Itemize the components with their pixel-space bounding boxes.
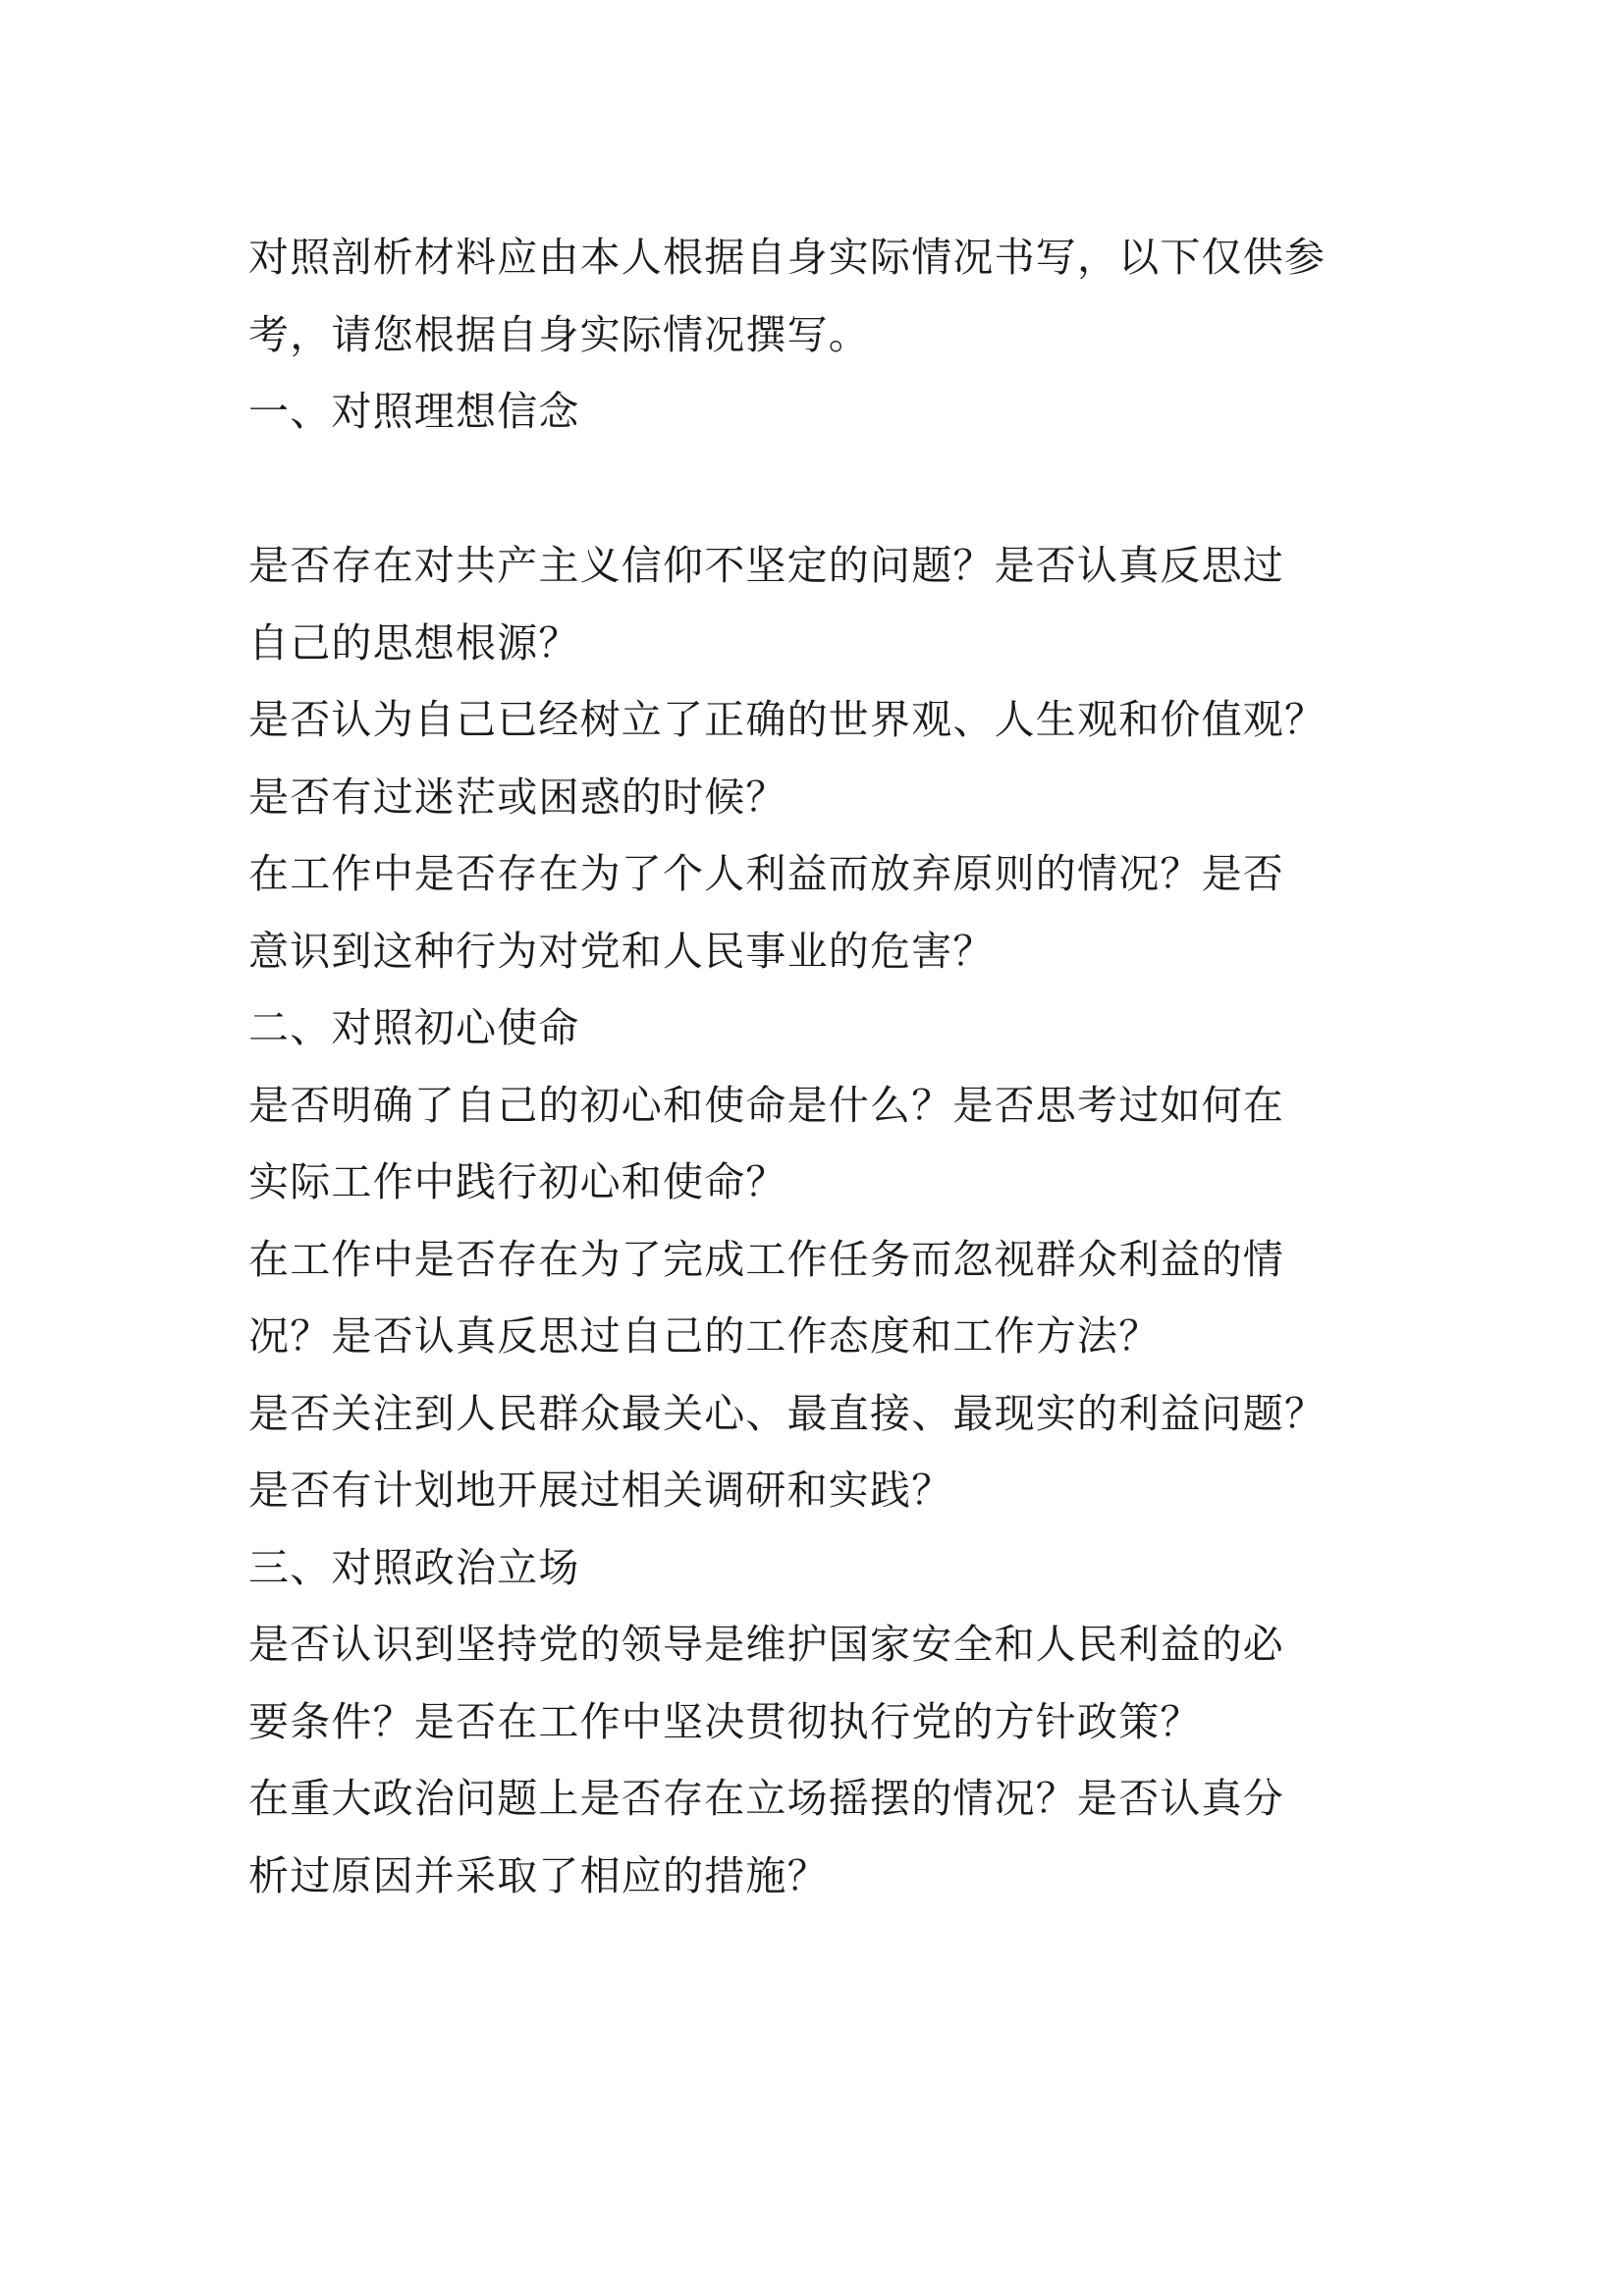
paragraph-line: 是否存在对共产主义信仰不坚定的问题？是否认真反思过 [248, 542, 1284, 589]
paragraph-line: 是否有计划地开展过相关调研和实践？ [248, 1467, 953, 1514]
paragraph-line: 自己的思想根源？ [248, 618, 580, 667]
paragraph-line: 实际工作中践行初心和使命？ [248, 1158, 787, 1205]
paragraph-line: 是否明确了自己的初心和使命是什么？是否思考过如何在 [248, 1081, 1284, 1129]
paragraph-line: 在重大政治问题上是否存在立场摇摆的情况？是否认真分 [248, 1775, 1284, 1822]
section-heading-2: 二、对照初心使命 [248, 1004, 580, 1051]
paragraph-line: 是否关注到人民群众最关心、最直接、最现实的利益问题？ [248, 1389, 1326, 1437]
paragraph-line: 要条件？是否在工作中坚决贯彻执行党的方针政策？ [248, 1697, 1202, 1745]
document-body [248, 219, 1387, 1914]
blank-line [248, 451, 1387, 528]
paragraph-line: 况？是否认真反思过自己的工作态度和工作方法？ [248, 1312, 1161, 1360]
paragraph-line: 是否认识到坚持党的领导是维护国家安全和人民利益的必 [248, 1621, 1284, 1668]
paragraph-line: 是否有过迷茫或困惑的时候？ [248, 773, 787, 821]
intro-line-1: 对照剖析材料应由本人根据自身实际情况书写，以下仅供参 [248, 234, 1326, 281]
section-heading-1: 一、对照理想信念 [248, 388, 580, 435]
paragraph-line: 在工作中是否存在为了完成工作任务而忽视群众利益的情 [248, 1235, 1284, 1283]
intro-line-2: 考，请您根据自身实际情况撰写。 [248, 310, 870, 358]
paragraph-line: 意识到这种行为对党和人民事业的危害？ [248, 927, 995, 975]
paragraph-line: 是否认为自己已经树立了正确的世界观、人生观和价值观？ [248, 696, 1326, 743]
paragraph-line: 析过原因并采取了相应的措施？ [248, 1851, 829, 1899]
paragraph-line: 在工作中是否存在为了个人利益而放弃原则的情况？是否 [248, 850, 1284, 897]
section-heading-3: 三、对照政治立场 [248, 1543, 580, 1591]
